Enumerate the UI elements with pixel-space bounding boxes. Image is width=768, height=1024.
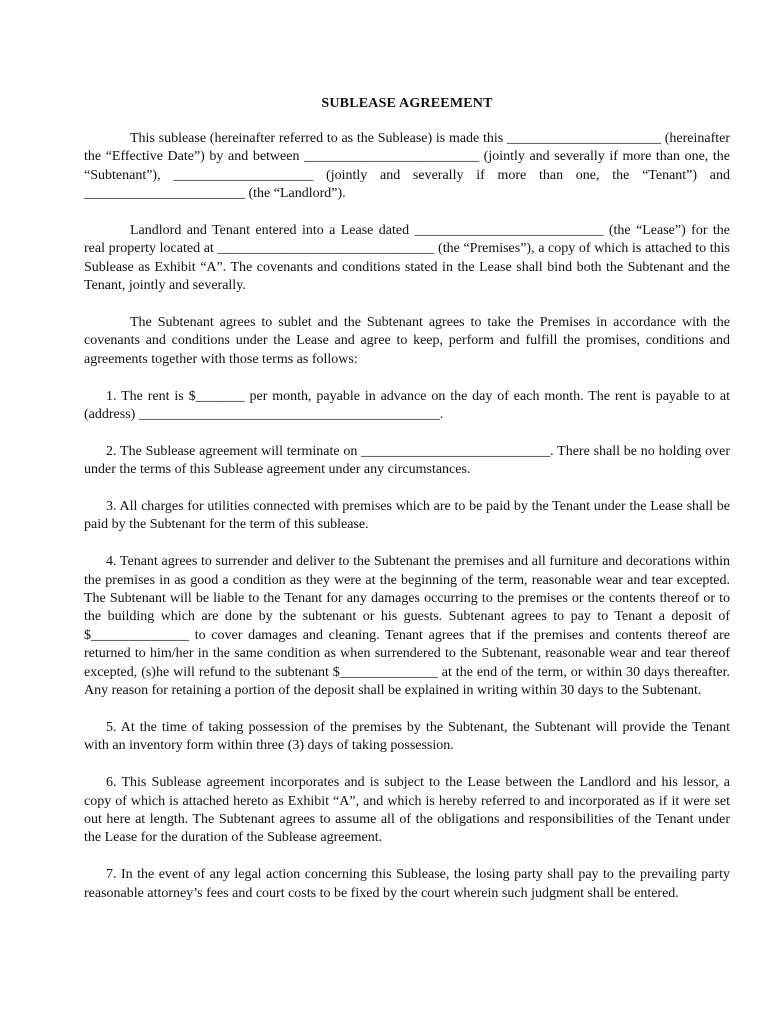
clause-5-inventory: 5. At the time of taking possession of the premises by the Subtenant, the Subtenant will provide the Tenant with an inventory form within three (3) days of taking possession. bbox=[84, 719, 730, 754]
clause-2-termination: 2. The Sublease agreement will terminate on ___________________________. There shall be no holding over under the terms of this Sublease agreement under any circumstances. bbox=[84, 443, 730, 478]
terms-paragraph: The Subtenant agrees to sublet and the Subtenant agrees to take the Premises in accordance with the covenants and conditions under the Lease and agree to keep, perform and fulfill the promises, conditions and agreements together with those terms as follows: bbox=[84, 315, 730, 367]
clause-7-legal-action: 7. In the event of any legal action concerning this Sublease, the losing party shall pay to the prevailing party reasonable attorney’s fees and court costs to be fixed by the court wherein such judgment shall be entered. bbox=[84, 867, 730, 901]
clause-6-incorporation: 6. This Sublease agreement incorporates and is subject to the Lease between the Landlord and his lessor, a copy of which is attached hereto as Exhibit “A”, and which is hereby referred to and incorporated as if it were set out here at length. The Subtenant agrees to assume all of the obligations and responsibilities of the Tenant under the Lease for the duration of the Sublease agreement. bbox=[84, 775, 730, 846]
clause-3-utilities: 3. All charges for utilities connected with premises which are to be paid by the Tenant under the Lease shall be paid by the Subtenant for the term of this sublease. bbox=[84, 499, 730, 533]
clause-1-rent: 1. The rent is $_______ per month, payable in advance on the day of each month. The rent is payable to at (address) ___________________________________________. bbox=[84, 388, 730, 423]
document-title: SUBLEASE AGREEMENT bbox=[321, 96, 493, 111]
intro-paragraph: This sublease (hereinafter referred to as the Sublease) is made this ______________________ (hereinafter the “Effective Date”) by and between _________________________ (jointly and severally if more than one, the “Subtenant”), ____________________ (jointly and severally if more than one, the “Tenant”) and _______________________ (the “Landlord”). bbox=[84, 131, 730, 202]
clause-4-deposit: 4. Tenant agrees to surrender and deliver to the Subtenant the premises and all furniture and decorations within the premises in as good a condition as they were at the beginning of the term, reasonable wear and tear excepted. The Subtenant will be liable to the Tenant for any damages occurring to the premises or the contents thereof or to the building which are done by the subtenant or his guests. Subtenant agrees to pay to Tenant a deposit of $______________ to cover damages and cleaning. Tenant agrees that if the premises and contents thereof are returned to him/her in the same condition as when surrendered to the Subtenant, reasonable wear and tear thereof excepted, (s)he will refund to the subtenant $______________ at the end of the term, or within 30 days thereafter. Any reason for retaining a portion of the deposit shall be explained in writing within 30 days to the Subtenant. bbox=[84, 554, 730, 699]
lease-paragraph: Landlord and Tenant entered into a Lease dated ___________________________ (the “Lease”) for the real property located at _______________________________ (the “Premises”), a copy of which is attached to this Sublease as Exhibit “A”. The covenants and conditions stated in the Lease shall bind both the Subtenant and the Tenant, jointly and severally. bbox=[84, 223, 730, 294]
document-body bbox=[84, 130, 730, 903]
